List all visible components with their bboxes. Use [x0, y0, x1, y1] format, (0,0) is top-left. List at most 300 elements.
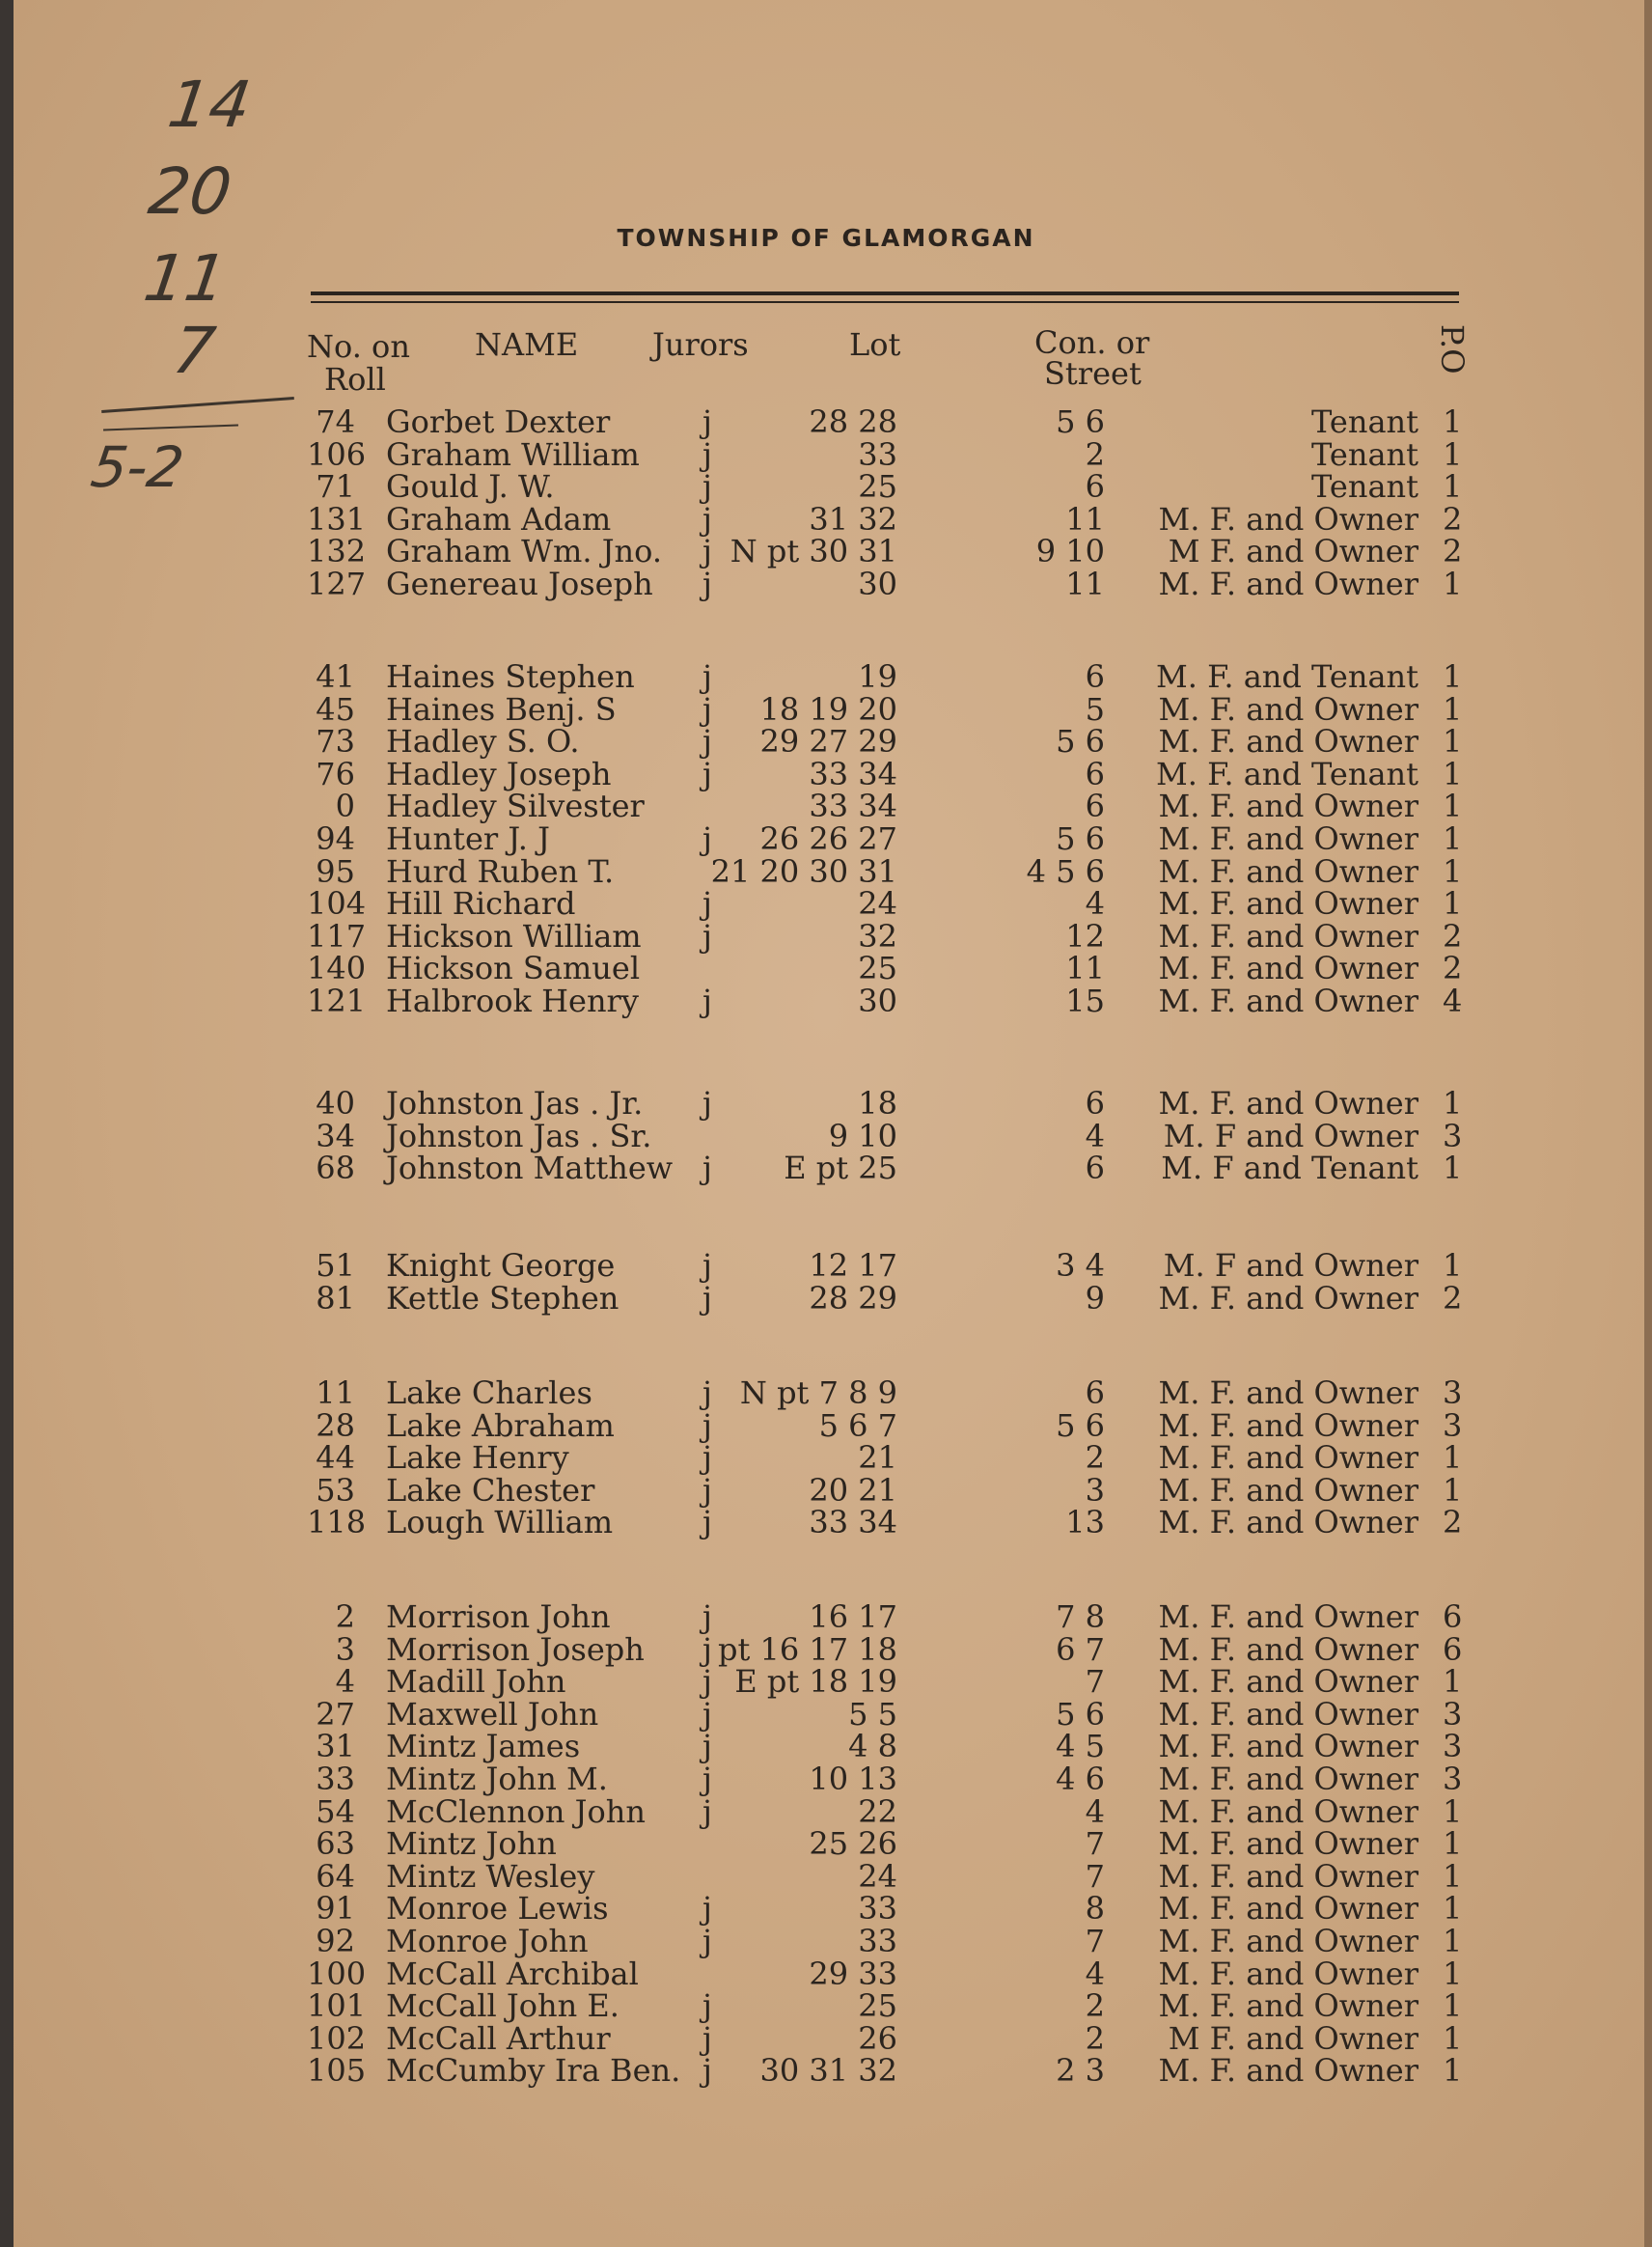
roll-number: 92 [316, 1923, 355, 1959]
name-cell: Graham Adam [386, 501, 612, 538]
concession-cell: 9 10 [1035, 533, 1105, 569]
header-roll: Roll [324, 361, 386, 398]
occupation-cell: M. F. and Owner [1158, 566, 1418, 602]
roll-number: 68 [316, 1150, 355, 1186]
juror-mark: j [702, 1504, 712, 1540]
lot-cell: 12 17 [809, 1247, 897, 1284]
po-cell: 1 [1443, 885, 1463, 922]
header-no-on: No. on [307, 328, 410, 365]
po-cell: 1 [1443, 788, 1463, 824]
lot-cell: 29 33 [809, 1956, 897, 1992]
occupation-cell: M. F. and Owner [1158, 1472, 1418, 1509]
juror-mark: j [702, 403, 712, 440]
occupation-cell: M. F. and Owner [1158, 1663, 1418, 1700]
name-cell: Gould J. W. [386, 468, 555, 505]
header-name: NAME [475, 326, 579, 363]
po-cell: 1 [1443, 1150, 1463, 1186]
lot-cell: 33 34 [809, 756, 897, 792]
roll-number: 11 [316, 1374, 355, 1411]
juror-mark: j [702, 1472, 712, 1509]
lot-cell: E pt 18 19 [734, 1663, 897, 1700]
name-cell: Hickson Samuel [386, 950, 641, 986]
roll-number: 34 [316, 1118, 355, 1154]
po-cell: 3 [1443, 1118, 1463, 1154]
concession-cell: 4 6 [1056, 1761, 1105, 1797]
margin-note: 11 [139, 241, 232, 316]
juror-mark: j [702, 436, 712, 473]
name-cell: Lake Charles [386, 1374, 592, 1411]
title-rule [311, 301, 1459, 303]
juror-mark: j [702, 1439, 712, 1476]
po-cell: 1 [1443, 1987, 1463, 2024]
lot-cell: 30 31 32 [759, 2052, 897, 2089]
occupation-cell: M. F. and Tenant [1156, 658, 1418, 695]
roll-number: 74 [316, 403, 355, 440]
header-con-or: Con. or [1034, 324, 1150, 361]
occupation-cell: M. F. and Owner [1158, 1858, 1418, 1895]
occupation-cell: M. F. and Owner [1158, 1696, 1418, 1733]
concession-cell: 6 [1085, 756, 1105, 792]
lot-cell: 19 [858, 658, 897, 695]
lot-cell: 25 [858, 1987, 897, 2024]
roll-number: 51 [316, 1247, 355, 1284]
concession-cell: 13 [1065, 1504, 1105, 1540]
roll-number: 63 [316, 1825, 355, 1862]
lot-cell: 10 13 [809, 1761, 897, 1797]
concession-cell: 6 [1085, 658, 1105, 695]
name-cell: Hurd Ruben T. [386, 853, 615, 890]
name-cell: Haines Benj. S [386, 691, 617, 728]
po-cell: 1 [1443, 1472, 1463, 1509]
concession-cell: 4 [1085, 1956, 1105, 1992]
concession-cell: 15 [1065, 983, 1105, 1019]
name-cell: Monroe Lewis [386, 1890, 609, 1927]
po-cell: 3 [1443, 1761, 1463, 1797]
roll-number: 71 [316, 468, 355, 505]
concession-cell: 7 [1085, 1825, 1105, 1862]
name-cell: Halbrook Henry [386, 983, 639, 1019]
juror-mark: j [702, 983, 712, 1019]
po-cell: 6 [1443, 1631, 1463, 1668]
juror-mark: j [702, 1793, 712, 1830]
concession-cell: 3 4 [1056, 1247, 1105, 1284]
concession-cell: 4 [1085, 885, 1105, 922]
lot-cell: 33 34 [809, 1504, 897, 1540]
lot-cell: 20 21 [809, 1472, 897, 1509]
lot-cell: 25 [858, 950, 897, 986]
concession-cell: 2 [1085, 436, 1105, 473]
lot-cell: 31 32 [809, 501, 897, 538]
lot-cell: 22 [858, 1793, 897, 1830]
juror-mark: j [702, 1407, 712, 1444]
name-cell: McCumby Ira Ben. [386, 2052, 681, 2089]
po-cell: 3 [1443, 1374, 1463, 1411]
name-cell: McClennon John [386, 1793, 646, 1830]
roll-number: 117 [307, 918, 367, 955]
juror-mark: j [702, 501, 712, 538]
name-cell: Lake Henry [386, 1439, 569, 1476]
concession-cell: 6 [1085, 788, 1105, 824]
po-cell: 4 [1443, 983, 1463, 1019]
roll-number: 118 [307, 1504, 367, 1540]
occupation-cell: M. F. and Owner [1158, 788, 1418, 824]
concession-cell: 5 6 [1056, 403, 1105, 440]
roll-number: 40 [316, 1085, 355, 1122]
occupation-cell: M F. and Owner [1168, 2020, 1418, 2057]
occupation-cell: M. F. and Owner [1158, 820, 1418, 857]
name-cell: Monroe John [386, 1923, 589, 1959]
po-cell: 1 [1443, 2052, 1463, 2089]
po-cell: 1 [1443, 1439, 1463, 1476]
header-lot: Lot [849, 326, 901, 363]
lot-cell: 26 [858, 2020, 897, 2057]
concession-cell: 11 [1065, 501, 1105, 538]
concession-cell: 2 [1085, 1439, 1105, 1476]
name-cell: Hickson William [386, 918, 642, 955]
po-cell: 1 [1443, 468, 1463, 505]
po-cell: 6 [1443, 1598, 1463, 1635]
name-cell: Mintz Wesley [386, 1858, 595, 1895]
juror-mark: j [702, 533, 712, 569]
occupation-cell: M. F and Owner [1163, 1118, 1418, 1154]
roll-number: 44 [316, 1439, 355, 1476]
concession-cell: 2 [1085, 1987, 1105, 2024]
concession-cell: 4 5 [1056, 1728, 1105, 1764]
occupation-cell: M. F. and Owner [1158, 1890, 1418, 1927]
roll-number: 106 [307, 436, 367, 473]
concession-cell: 7 [1085, 1858, 1105, 1895]
lot-cell: 21 20 30 31 [710, 853, 897, 890]
concession-cell: 2 [1085, 2020, 1105, 2057]
juror-mark: j [702, 566, 712, 602]
juror-mark: j [702, 468, 712, 505]
concession-cell: 4 [1085, 1793, 1105, 1830]
roll-number: 81 [316, 1280, 355, 1317]
occupation-cell: M. F. and Owner [1158, 853, 1418, 890]
juror-mark: j [702, 1085, 712, 1122]
lot-cell: 30 [858, 983, 897, 1019]
juror-mark: j [702, 820, 712, 857]
roll-number: 121 [307, 983, 367, 1019]
page-left-edge [0, 0, 14, 2247]
name-cell: Mintz John M. [386, 1761, 608, 1797]
concession-cell: 5 6 [1056, 1407, 1105, 1444]
lot-cell: 4 8 [848, 1728, 897, 1764]
occupation-cell: M. F. and Owner [1158, 1280, 1418, 1317]
concession-cell: 2 3 [1056, 2052, 1105, 2089]
juror-mark: j [702, 756, 712, 792]
occupation-cell: M. F. and Owner [1158, 1085, 1418, 1122]
lot-cell: 32 [858, 918, 897, 955]
margin-note: 14 [163, 68, 256, 142]
occupation-cell: M. F. and Owner [1158, 1407, 1418, 1444]
name-cell: Haines Stephen [386, 658, 635, 695]
name-cell: Hadley Silvester [386, 788, 645, 824]
name-cell: Mintz John [386, 1825, 557, 1862]
juror-mark: j [702, 1923, 712, 1959]
roll-number: 31 [316, 1728, 355, 1764]
juror-mark: j [702, 885, 712, 922]
name-cell: Gorbet Dexter [386, 403, 611, 440]
concession-cell: 4 [1085, 1118, 1105, 1154]
concession-cell: 3 [1085, 1472, 1105, 1509]
name-cell: Johnston Jas . Jr. [386, 1085, 644, 1122]
occupation-cell: M. F. and Owner [1158, 950, 1418, 986]
header-po: P.O [1434, 324, 1471, 374]
occupation-cell: M. F. and Owner [1158, 1825, 1418, 1862]
name-cell: Knight George [386, 1247, 616, 1284]
occupation-cell: M. F. and Owner [1158, 1631, 1418, 1668]
lot-cell: 29 27 29 [759, 723, 897, 760]
lot-cell: 26 26 27 [759, 820, 897, 857]
name-cell: Lake Chester [386, 1472, 595, 1509]
occupation-cell: M. F. and Owner [1158, 918, 1418, 955]
concession-cell: 4 5 6 [1026, 853, 1105, 890]
juror-mark: j [702, 1280, 712, 1317]
name-cell: Genereau Joseph [386, 566, 653, 602]
po-cell: 1 [1443, 756, 1463, 792]
lot-cell: 18 19 20 [759, 691, 897, 728]
concession-cell: 6 [1085, 468, 1105, 505]
juror-mark: j [702, 2052, 712, 2089]
lot-cell: 33 34 [809, 788, 897, 824]
po-cell: 2 [1443, 918, 1463, 955]
margin-note: 5-2 [87, 434, 188, 500]
name-cell: Lough William [386, 1504, 614, 1540]
roll-number: 4 [335, 1663, 355, 1700]
po-cell: 1 [1443, 853, 1463, 890]
roll-number: 64 [316, 1858, 355, 1895]
roll-number: 3 [335, 1631, 355, 1668]
concession-cell: 11 [1065, 566, 1105, 602]
lot-cell: 28 29 [809, 1280, 897, 1317]
juror-mark: j [702, 2020, 712, 2057]
juror-mark: j [702, 1761, 712, 1797]
juror-mark: j [702, 1663, 712, 1700]
lot-cell: E pt 25 [784, 1150, 897, 1186]
occupation-cell: M. F. and Owner [1158, 1987, 1418, 2024]
po-cell: 1 [1443, 1085, 1463, 1122]
lot-cell: 24 [858, 1858, 897, 1895]
roll-number: 0 [335, 788, 355, 824]
name-cell: Hunter J. J [386, 820, 550, 857]
juror-mark: j [702, 658, 712, 695]
po-cell: 2 [1443, 1504, 1463, 1540]
name-cell: McCall John E. [386, 1987, 620, 2024]
juror-mark: j [702, 1150, 712, 1186]
juror-mark: j [702, 723, 712, 760]
occupation-cell: M. F. and Owner [1158, 1504, 1418, 1540]
page-title: TOWNSHIP OF GLAMORGAN [617, 224, 1035, 252]
concession-cell: 7 8 [1056, 1598, 1105, 1635]
po-cell: 1 [1443, 566, 1463, 602]
occupation-cell: M. F. and Owner [1158, 723, 1418, 760]
margin-note-rule [101, 397, 294, 413]
lot-cell: 30 [858, 566, 897, 602]
occupation-cell: M. F. and Owner [1158, 1598, 1418, 1635]
po-cell: 1 [1443, 1793, 1463, 1830]
occupation-cell: M. F. and Owner [1158, 1374, 1418, 1411]
po-cell: 2 [1443, 950, 1463, 986]
po-cell: 1 [1443, 1956, 1463, 1992]
name-cell: Hill Richard [386, 885, 576, 922]
juror-mark: j [702, 691, 712, 728]
occupation-cell: Tenant [1311, 403, 1418, 440]
name-cell: Morrison Joseph [386, 1631, 645, 1668]
concession-cell: 5 [1085, 691, 1105, 728]
lot-cell: 28 28 [809, 403, 897, 440]
margin-note: 20 [144, 154, 236, 229]
lot-cell: 33 [858, 1923, 897, 1959]
name-cell: Johnston Jas . Sr. [386, 1118, 652, 1154]
roll-number: 104 [307, 885, 367, 922]
lot-cell: pt 16 17 18 [717, 1631, 897, 1668]
po-cell: 2 [1443, 501, 1463, 538]
page-right-edge [1644, 0, 1652, 2247]
roll-number: 94 [316, 820, 355, 857]
roll-number: 41 [316, 658, 355, 695]
occupation-cell: Tenant [1311, 436, 1418, 473]
juror-mark: j [702, 1987, 712, 2024]
po-cell: 3 [1443, 1407, 1463, 1444]
lot-cell: 9 10 [828, 1118, 897, 1154]
lot-cell: 33 [858, 1890, 897, 1927]
margin-note-rule [103, 425, 238, 431]
name-cell: Kettle Stephen [386, 1280, 620, 1317]
roll-number: 53 [316, 1472, 355, 1509]
occupation-cell: M. F. and Owner [1158, 1793, 1418, 1830]
roll-number: 101 [307, 1987, 367, 2024]
roll-number: 73 [316, 723, 355, 760]
concession-cell: 7 [1085, 1663, 1105, 1700]
name-cell: Johnston Matthew [386, 1150, 674, 1186]
po-cell: 1 [1443, 658, 1463, 695]
lot-cell: 21 [858, 1439, 897, 1476]
roll-number: 131 [307, 501, 367, 538]
juror-mark: j [702, 1631, 712, 1668]
lot-cell: 16 17 [809, 1598, 897, 1635]
lot-cell: 24 [858, 885, 897, 922]
concession-cell: 5 6 [1056, 723, 1105, 760]
occupation-cell: M. F and Tenant [1161, 1150, 1418, 1186]
lot-cell: 5 5 [848, 1696, 897, 1733]
po-cell: 1 [1443, 723, 1463, 760]
name-cell: Lake Abraham [386, 1407, 615, 1444]
occupation-cell: M. F. and Owner [1158, 1923, 1418, 1959]
po-cell: 1 [1443, 691, 1463, 728]
po-cell: 1 [1443, 1663, 1463, 1700]
concession-cell: 6 [1085, 1085, 1105, 1122]
concession-cell: 11 [1065, 950, 1105, 986]
lot-cell: 25 26 [809, 1825, 897, 1862]
occupation-cell: M. F. and Tenant [1156, 756, 1418, 792]
concession-cell: 6 [1085, 1374, 1105, 1411]
concession-cell: 12 [1065, 918, 1105, 955]
name-cell: Hadley Joseph [386, 756, 612, 792]
concession-cell: 6 7 [1056, 1631, 1105, 1668]
juror-mark: j [702, 1247, 712, 1284]
lot-cell: N pt 30 31 [730, 533, 897, 569]
roll-number: 140 [307, 950, 367, 986]
name-cell: McCall Archibal [386, 1956, 639, 1992]
concession-cell: 6 [1085, 1150, 1105, 1186]
concession-cell: 5 6 [1056, 1696, 1105, 1733]
roll-number: 2 [335, 1598, 355, 1635]
name-cell: Morrison John [386, 1598, 611, 1635]
po-cell: 1 [1443, 1890, 1463, 1927]
name-cell: Mintz James [386, 1728, 581, 1764]
juror-mark: j [702, 1598, 712, 1635]
lot-cell: N pt 7 8 9 [739, 1374, 897, 1411]
roll-number: 76 [316, 756, 355, 792]
lot-cell: 18 [858, 1085, 897, 1122]
occupation-cell: M. F. and Owner [1158, 983, 1418, 1019]
concession-cell: 7 [1085, 1923, 1105, 1959]
concession-cell: 8 [1085, 1890, 1105, 1927]
occupation-cell: M. F. and Owner [1158, 1728, 1418, 1764]
roll-number: 33 [316, 1761, 355, 1797]
occupation-cell: M. F. and Owner [1158, 2052, 1418, 2089]
header-jurors: Jurors [652, 326, 749, 363]
po-cell: 1 [1443, 1825, 1463, 1862]
concession-cell: 9 [1085, 1280, 1105, 1317]
lot-cell: 25 [858, 468, 897, 505]
occupation-cell: M. F. and Owner [1158, 691, 1418, 728]
name-cell: Graham Wm. Jno. [386, 533, 663, 569]
occupation-cell: M. F. and Owner [1158, 1956, 1418, 1992]
occupation-cell: M F. and Owner [1168, 533, 1418, 569]
roll-number: 54 [316, 1793, 355, 1830]
roll-number: 102 [307, 2020, 367, 2057]
header-street: Street [1044, 355, 1142, 392]
occupation-cell: M. F. and Owner [1158, 1761, 1418, 1797]
concession-cell: 5 6 [1056, 820, 1105, 857]
occupation-cell: M. F and Owner [1163, 1247, 1418, 1284]
po-cell: 1 [1443, 1858, 1463, 1895]
po-cell: 1 [1443, 820, 1463, 857]
po-cell: 3 [1443, 1696, 1463, 1733]
juror-mark: j [702, 918, 712, 955]
roll-number: 28 [316, 1407, 355, 1444]
occupation-cell: M. F. and Owner [1158, 1439, 1418, 1476]
name-cell: Graham William [386, 436, 640, 473]
po-cell: 1 [1443, 2020, 1463, 2057]
po-cell: 1 [1443, 1923, 1463, 1959]
roll-number: 127 [307, 566, 367, 602]
lot-cell: 5 6 7 [818, 1407, 897, 1444]
roll-number: 27 [316, 1696, 355, 1733]
name-cell: Hadley S. O. [386, 723, 580, 760]
po-cell: 2 [1443, 533, 1463, 569]
lot-cell: 33 [858, 436, 897, 473]
juror-mark: j [702, 1374, 712, 1411]
po-cell: 1 [1443, 403, 1463, 440]
roll-number: 91 [316, 1890, 355, 1927]
roll-number: 45 [316, 691, 355, 728]
title-rule [311, 291, 1459, 295]
po-cell: 3 [1443, 1728, 1463, 1764]
roll-number: 105 [307, 2052, 367, 2089]
name-cell: Maxwell John [386, 1696, 599, 1733]
occupation-cell: M. F. and Owner [1158, 501, 1418, 538]
roll-number: 100 [307, 1956, 367, 1992]
occupation-cell: Tenant [1311, 468, 1418, 505]
juror-mark: j [702, 1696, 712, 1733]
name-cell: Madill John [386, 1663, 566, 1700]
juror-mark: j [702, 1890, 712, 1927]
name-cell: McCall Arthur [386, 2020, 611, 2057]
po-cell: 1 [1443, 436, 1463, 473]
